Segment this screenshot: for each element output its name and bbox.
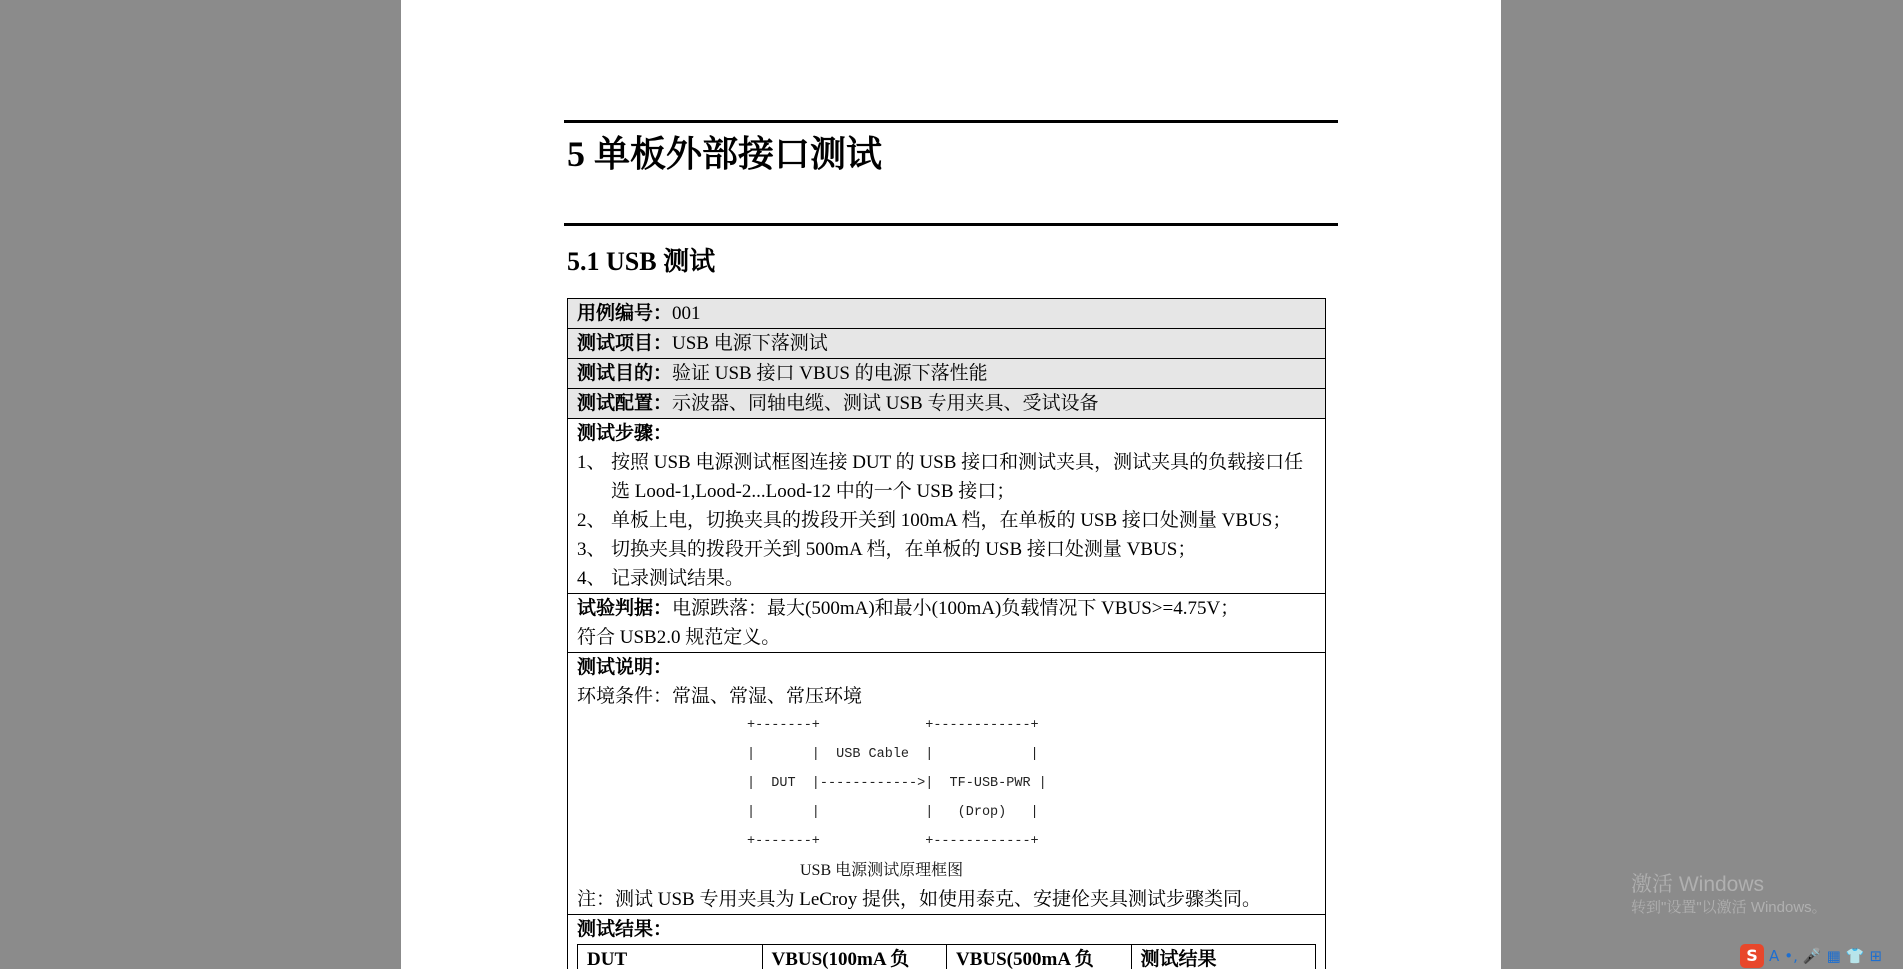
notes-row xyxy=(568,653,1325,915)
test-item-row xyxy=(568,329,1325,359)
results-table-header xyxy=(577,944,1316,969)
watermark-title: 激活 Windows xyxy=(1631,873,1765,896)
test-config-value: 示波器、同轴电缆、测试 USB 专用夹具、受试设备 xyxy=(672,393,1099,414)
block-diagram: +-------+ +------------+ | | USB Cable | | | DUT |------------>| TF-USB-PWR | | | | (Drop) | +-------+ +------------+ xyxy=(747,718,1047,849)
test-steps-row xyxy=(568,419,1325,594)
results-row xyxy=(568,915,1325,969)
keyboard-icon[interactable]: ▦ xyxy=(1826,946,1841,965)
diagram-caption: USB 电源测试原理框图 xyxy=(800,862,964,879)
watermark-subtitle: 转到"设置"以激活 Windows。 xyxy=(1631,899,1827,916)
criteria-value: 电源跌落：最大(500mA)和最小(100mA)负载情况下 VBUS>=4.75V； xyxy=(672,598,1240,619)
test-case-table xyxy=(567,298,1326,969)
punctuation-icon[interactable]: •, xyxy=(1784,946,1798,965)
test-config-row xyxy=(568,389,1325,419)
sogou-ime-icon[interactable]: S xyxy=(1740,944,1764,968)
case-id-label: 用例编号： xyxy=(577,303,673,324)
skin-icon[interactable]: 👕 xyxy=(1845,946,1865,965)
test-purpose-label: 测试目的： xyxy=(577,363,673,384)
step-item xyxy=(577,564,1316,593)
criteria-row xyxy=(568,594,1325,653)
heading-rule-bottom xyxy=(564,223,1338,226)
step-item xyxy=(577,535,1316,564)
document-page xyxy=(401,0,1501,969)
criteria-line2: 符合 USB2.0 规范定义。 xyxy=(577,627,781,648)
step-text: 切换夹具的拨段开关到 500mA 档，在单板的 USB 接口处测量 VBUS； xyxy=(611,539,1197,560)
results-label: 测试结果： xyxy=(577,919,673,940)
test-item-value: USB 电源下落测试 xyxy=(672,333,828,354)
input-mode-icon[interactable]: A xyxy=(1769,946,1780,965)
step-text: 记录测试结果。 xyxy=(611,568,745,589)
step-text: 按照 USB 电源测试框图连接 DUT 的 USB 接口和测试夹具，测试夹具的负载接口任选 Lood-1,Lood-2...Lood-12 中的一个 USB 接口； xyxy=(611,452,1304,502)
step-item xyxy=(577,448,1316,506)
test-config-label: 测试配置： xyxy=(577,393,673,414)
test-steps-label: 测试步骤： xyxy=(577,423,673,444)
results-header-cell: VBUS(500mA 负 xyxy=(947,945,1132,969)
notes-label: 测试说明： xyxy=(577,657,673,678)
results-header-cell: VBUS(100mA 负 xyxy=(763,945,948,969)
step-number: 2、 xyxy=(577,510,606,531)
results-header-cell: 测试结果 xyxy=(1140,949,1217,969)
step-text: 单板上电，切换夹具的拨段开关到 100mA 档，在单板的 USB 接口处测量 VBUS； xyxy=(611,510,1292,531)
step-item xyxy=(577,506,1316,535)
test-purpose-value: 验证 USB 接口 VBUS 的电源下落性能 xyxy=(672,363,988,384)
note-text: 注：测试 USB 专用夹具为 LeCroy 提供，如使用泰克、安捷伦夹具测试步骤类同。 xyxy=(577,889,1262,910)
results-header-cell: DUT xyxy=(578,945,763,969)
windows-activation-watermark xyxy=(1631,872,1827,918)
step-number: 3、 xyxy=(577,539,606,560)
test-purpose-row xyxy=(568,359,1325,389)
chapter-heading: 5 单板外部接口测试 xyxy=(567,134,883,174)
environment-text: 环境条件：常温、常湿、常压环境 xyxy=(577,686,863,707)
microphone-icon[interactable]: 🎤 xyxy=(1802,946,1822,965)
section-heading: 5.1 USB 测试 xyxy=(567,247,716,276)
toolbox-icon[interactable]: ⊞ xyxy=(1869,946,1883,965)
case-id-value: 001 xyxy=(672,303,701,324)
step-number: 4、 xyxy=(577,568,606,589)
heading-rule-top xyxy=(564,120,1338,123)
criteria-label: 试验判据： xyxy=(577,598,673,619)
step-number: 1、 xyxy=(577,452,606,473)
test-item-label: 测试项目： xyxy=(577,333,673,354)
ime-toolbar xyxy=(1740,942,1903,969)
case-id-row xyxy=(568,299,1325,329)
